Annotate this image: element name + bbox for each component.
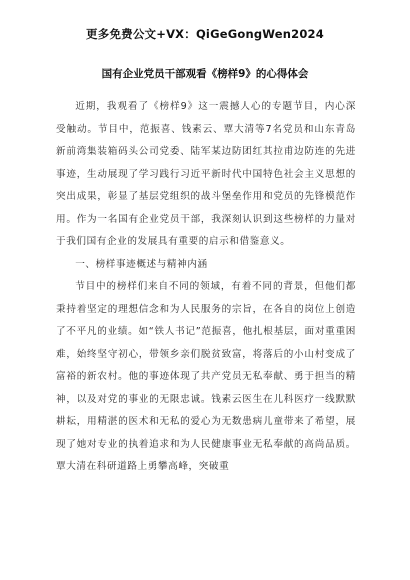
watermark-banner: 更多免费公文+VX：QiGeGongWen2024 xyxy=(86,27,324,41)
document-body xyxy=(56,96,356,479)
body-paragraph: 近期，我观看了《榜样9》这一震撼人心的专题节目，内心深受触动。节目中，范振喜、钱素云、覃大清等7名党员和山东青岛新前湾集装箱码头公司党委、陆军某边防团红其拉甫边防连的先进事迹，生动展现了学习践行习近平新时代中国特色社会主义思想的突出成果，彰显了基层党组织的战斗堡垒作用和党员的先锋模范作用。作为一名国有企业党员干部，我深刻认识到这些榜样的力量对于我们国有企业的发展具有重要的启示和借鉴意义。 xyxy=(56,101,356,247)
body-paragraph: 节目中的榜样们来自不同的领域，有着不同的背景，但他们都秉持着坚定的理想信念和为人民服务的宗旨，在各自的岗位上创造了不平凡的业绩。如“铁人书记”范振喜，他扎根基层，面对重重困难，始终坚守初心，带领乡亲们脱贫致富，将落后的小山村变成了富裕的新农村。他的事迹体现了共产党员无私奉献、勇于担当的精神，以及对党的事业的无限忠诚。钱素云医生在儿科医疗一线默默耕耘，用精湛的医术和无私的爱心为无数患病儿童带来了希望，展现了她对专业的执着追求和为人民健康事业无私奉献的高尚品质。覃大清在科研道路上勇攀高峰，突破重 xyxy=(56,281,356,472)
document-title: 国有企业党员干部观看《榜样9》的心得体会 xyxy=(101,68,309,80)
section-heading: 一、榜样事迹概述与精神内涵 xyxy=(75,258,208,270)
